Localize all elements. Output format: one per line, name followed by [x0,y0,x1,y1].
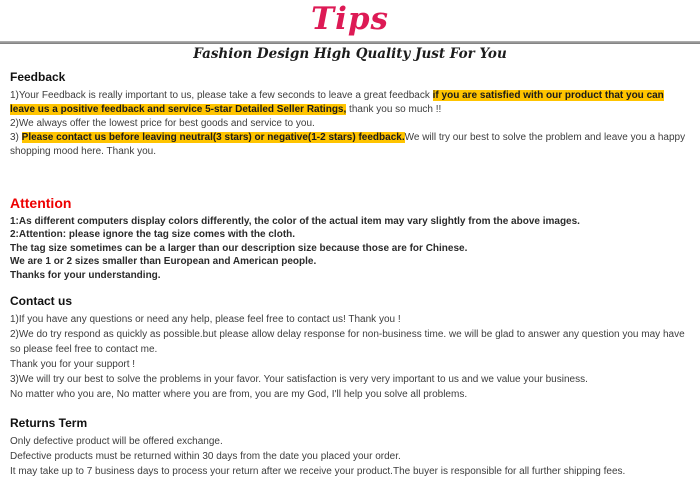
attention-line: We are 1 or 2 sizes smaller than European and American people. [10,256,317,268]
feedback-paragraph-3 [10,131,690,159]
attention-line: 1:As different computers display colors differently, the color of the actual item may vary slightly from the above images. [10,216,580,227]
feedback-p3-post: We will try our best to solve the problem and leave you a happy shopping mood here. Thank you. [10,132,686,157]
feedback-paragraph-1 [10,89,690,117]
feedback-p1-highlight: if you are satisfied with our product that you can leave us a positive feedback and service 5-star Detailed Seller Ratings, [10,90,664,115]
contact-line: 2)We do try respond as quickly as possible.but please allow delay response for non-business time. we will be glad to answer any question you may have so please feel free to contact me. [10,329,685,356]
section-returns [10,416,690,479]
section-attention [10,195,690,282]
contact-line: 3)We will try our best to solve the problems in your favor. Your satisfaction is very very important to us and we value your business. [10,374,588,386]
feedback-heading: Feedback [10,70,66,84]
section-contact [10,294,690,402]
feedback-p3-highlight: Please contact us before leaving neutral(3 stars) or negative(1-2 stars) feedback. [21,132,405,143]
page-title: Tips [311,1,389,37]
feedback-p3-pre: 3) [10,132,22,143]
attention-heading: Attention [10,195,72,211]
attention-line: The tag size sometimes can be a larger than our description size because those are for Chinese. [10,242,468,254]
divider-line [0,41,700,44]
tagline: Fashion Design High Quality Just For You [193,46,507,62]
returns-line: Only defective product will be offered exchange. [10,436,223,448]
content [0,70,700,479]
feedback-p1-post: thank you so much !! [346,104,442,115]
returns-heading: Returns Term [10,416,88,431]
contact-heading: Contact us [10,294,73,309]
contact-line: 1)If you have any questions or need any help, please feel free to contact us! Thank you ! [10,314,401,326]
returns-line: Defective products must be returned within 30 days from the date you placed your order. [10,451,401,463]
contact-line: No matter who you are, No matter where you are from, you are my God, I'll help you solve all problems. [10,389,468,401]
attention-line: Thanks for your understanding. [10,269,161,281]
section-feedback [10,70,690,159]
feedback-paragraph-2: 2)We always offer the lowest price for best goods and service to you. [10,118,315,129]
returns-line: It may take up to 7 business days to process your return after we receive your product.The buyer is responsible for all further shipping fees. [10,466,626,478]
feedback-p1-pre: 1)Your Feedback is really important to us, please take a few seconds to leave a great feedback [10,90,433,101]
attention-line: 2:Attention: please ignore the tag size comes with the cloth. [10,229,296,241]
contact-line: Thank you for your support ! [10,359,136,371]
